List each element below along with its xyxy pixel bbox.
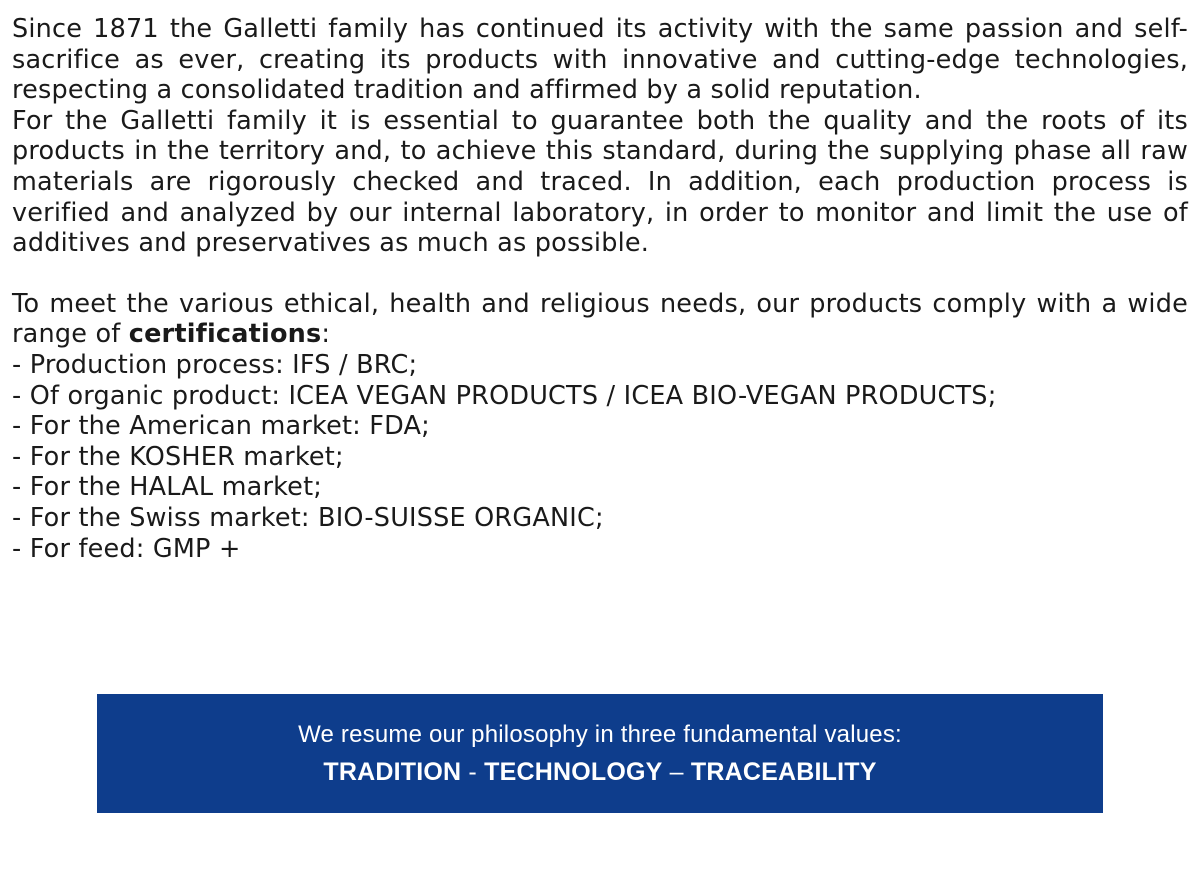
- banner-separator-1: -: [461, 757, 485, 786]
- list-item: - Of organic product: ICEA VEGAN PRODUCTS / ICEA BIO-VEGAN PRODUCTS;: [12, 380, 997, 411]
- certifications-intro-before: To meet the various ethical, health and religious needs, our products comply with a wide range of: [12, 288, 1188, 350]
- list-item: - For the KOSHER market;: [12, 441, 344, 472]
- banner-value-technology: TECHNOLOGY: [484, 757, 663, 786]
- document-body: [12, 14, 1188, 564]
- list-item: - For the HALAL market;: [12, 472, 323, 503]
- list-item: - For the Swiss market: BIO-SUISSE ORGANIC;: [12, 502, 604, 533]
- list-item: - For feed: GMP +: [12, 533, 241, 564]
- list-item: - For the American market: FDA;: [12, 411, 430, 442]
- paragraph-quality: For the Galletti family it is essential to guarantee both the quality and the roots of its products in the territory and, to achieve this standard, during the supplying phase all raw materials are rigorously checked and traced. In addition, each production process is verified and analyzed by our internal laboratory, in order to monitor and limit the use of additives and preservatives as much as possible.: [12, 105, 1188, 259]
- paragraph-spacer: [12, 259, 1188, 289]
- certifications-intro-after: :: [321, 319, 331, 350]
- banner-value-tradition: TRADITION: [323, 757, 462, 786]
- list-item: - Production process: IFS / BRC;: [12, 349, 418, 380]
- banner-values: [323, 756, 876, 788]
- paragraph-history: Since 1871 the Galletti family has continued its activity with the same passion and self-sacrifice as ever, creating its products with innovative and cutting-edge technologies, respecting a consolidated tradition and affirmed by a solid reputation.: [12, 14, 1188, 106]
- banner-separator-2: –: [662, 757, 691, 786]
- certifications-keyword: certifications: [128, 319, 322, 350]
- banner-subtitle: We resume our philosophy in three fundamental values:: [298, 720, 902, 748]
- values-banner: [97, 694, 1103, 813]
- paragraph-certifications-intro: [12, 289, 1188, 350]
- banner-value-traceability: TRACEABILITY: [690, 757, 877, 786]
